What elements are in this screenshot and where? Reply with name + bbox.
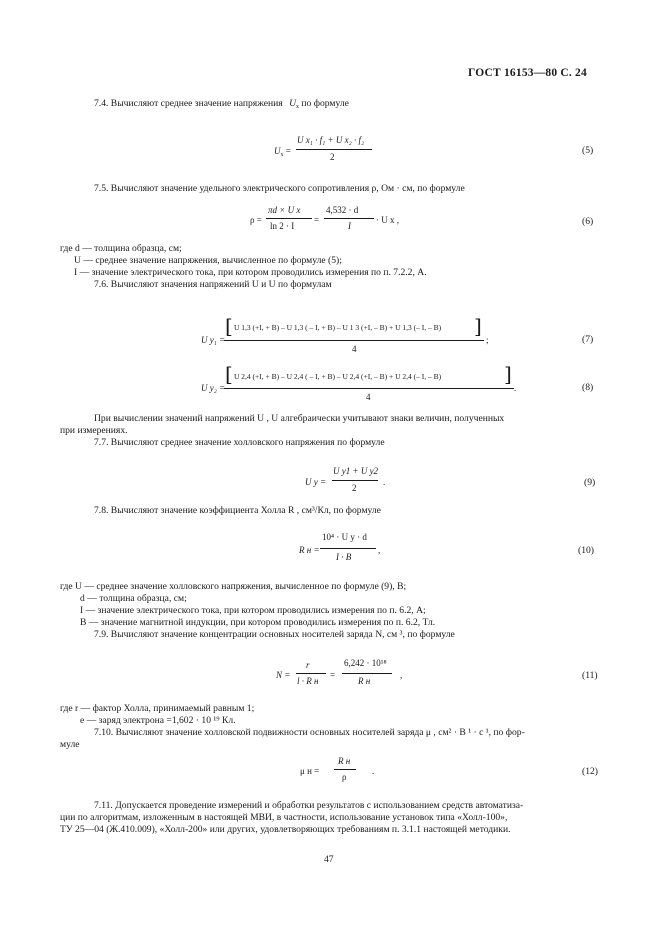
calc-note-line-1: При вычислении значений напряжений U , U алгебраически учитывают знаки величин, полученных xyxy=(94,413,505,424)
eq6-tail: · U x , xyxy=(376,215,399,225)
eq9-number: (9) xyxy=(584,477,596,488)
eq8-end: . xyxy=(514,383,517,393)
eq12-denominator: ρ xyxy=(342,772,347,782)
eq7-denominator: 4 xyxy=(352,344,357,354)
paragraph-7-4-text: 7.4. Вычисляют среднее значение напряжения xyxy=(94,98,283,109)
eq8-number: (8) xyxy=(582,382,594,393)
paragraph-7-11-line-2: ции по алгоритмам, изложенным в настоящей МВИ, в частности, использование установок типа «Холл-100», xyxy=(60,812,508,823)
eq5-lhs: $U_x$ = xyxy=(274,146,291,158)
where2-line-4: B — значение магнитной индукции, при котором проводились измерения по п. 6.2, Тл. xyxy=(80,617,436,628)
eq6-equals: = xyxy=(314,215,320,225)
where2-line-2: d — толщина образца, см; xyxy=(80,593,187,604)
eq9-lhs: U y = xyxy=(305,477,327,487)
eq5-lhs-sub: x xyxy=(280,152,284,158)
eq5-number: (5) xyxy=(582,145,594,156)
paragraph-7-4-var-sub: x xyxy=(296,104,299,110)
eq11-number: (11) xyxy=(582,670,598,681)
eq7-number: (7) xyxy=(582,334,594,345)
eq7-lhs: U y₁ = xyxy=(201,335,226,345)
paragraph-7-10-line-2: муле xyxy=(60,739,80,750)
paragraph-7-11-line-3: ТУ 25—04 (Ж.410.009), «Холл-200» или других, удовлетворяющих требованиям п. 3.1.1 настоящей методики. xyxy=(60,824,511,835)
eq8-lhs: U y₂ = xyxy=(201,383,226,393)
eq6-num2: 4,532 · d xyxy=(326,205,359,215)
eq8-numerator: U 2,4 (+I, + B) – U 2,4 ( – I, + B) – U 2,4 (+I, – B) + U 2,4 (– I, – B) xyxy=(234,372,442,381)
eq10-number: (10) xyxy=(578,545,594,556)
eq10-denominator: I · B xyxy=(336,552,352,562)
eq9-denominator: 2 xyxy=(352,483,357,493)
eq10-fraction-bar xyxy=(320,548,376,549)
eq6-num1: πd × U x xyxy=(268,205,301,215)
eq11-den1: l · R н xyxy=(297,676,319,686)
where2-line-3: I — значение электрического тока, при котором проводились измерения по п. 6.2, А; xyxy=(80,605,426,616)
eq8-right-bracket: ] xyxy=(504,362,512,386)
where3-line-2: e — заряд электрона =1,602 · 10 ¹⁹ Кл. xyxy=(80,715,236,726)
eq6-number: (6) xyxy=(582,216,594,227)
eq7-numerator: U 1,3 (+I, + B) – U 1,3 ( – I, + B) – U 1 3 (+I, – B) + U 1,3 (– I, – B) xyxy=(234,323,442,332)
where1-line-1: где d — толщина образца, см; xyxy=(60,243,182,254)
paragraph-7-11-line-1: 7.11. Допускается проведение измерений и обработки результатов с использованием средств автоматиза- xyxy=(94,800,524,811)
eq12-number: (12) xyxy=(582,766,598,777)
eq8-left-bracket: [ xyxy=(225,362,233,386)
eq7-right-bracket: ] xyxy=(474,314,482,338)
where1-line-2: U — среднее значение напряжения, вычисленное по формуле (5); xyxy=(74,255,342,266)
paragraph-7-4-end: по формуле xyxy=(301,98,349,109)
eq5-lhs-var: U xyxy=(274,146,281,156)
eq11-bar1 xyxy=(296,673,326,674)
eq12-numerator: R н xyxy=(338,756,351,766)
eq8-denominator: 4 xyxy=(366,392,371,402)
paragraph-7-6: 7.6. Вычисляют значения напряжений U и U по формулам xyxy=(94,279,332,290)
eq9-fraction-bar xyxy=(332,480,378,481)
eq11-num1: r xyxy=(306,660,310,670)
eq11-bar2 xyxy=(342,673,392,674)
eq10-end: , xyxy=(378,545,381,555)
eq7-left-bracket: [ xyxy=(225,314,233,338)
eq6-bar1 xyxy=(266,218,312,219)
eq11-den2: R н xyxy=(358,676,371,686)
paragraph-7-5: 7.5. Вычисляют значение удельного электрического сопротивления ρ, Ом · см, по формуле xyxy=(94,183,465,194)
eq11-num2: 6,242 · 10¹⁸ xyxy=(344,658,387,668)
paragraph-7-7: 7.7. Вычисляют среднее значение холловского напряжения по формуле xyxy=(94,437,385,448)
eq5-numerator: U x₁ · f₁ + U x₂ · f₂ xyxy=(297,135,365,145)
eq6-den1: ln 2 · I xyxy=(270,221,295,231)
paragraph-7-9: 7.9. Вычисляют значение концентрации основных носителей заряда N, см ³, по формуле xyxy=(94,629,455,640)
eq11-equals: = xyxy=(330,670,336,680)
eq11-end: , xyxy=(400,670,403,680)
eq12-fraction-bar xyxy=(334,769,356,770)
eq11-lhs: N = xyxy=(276,670,291,680)
eq8-fraction-bar xyxy=(224,388,514,389)
eq5-denominator: 2 xyxy=(330,152,335,162)
page-header: ГОСТ 16153—80 С. 24 xyxy=(468,67,587,79)
eq12-lhs: μ н = xyxy=(300,766,320,776)
paragraph-7-8: 7.8. Вычисляют значение коэффициента Холла R , см³/Кл, по формуле xyxy=(94,505,381,516)
calc-note-line-2: при измерениях. xyxy=(60,425,128,436)
eq10-numerator: 10⁴ · U y · d xyxy=(322,532,367,542)
paragraph-7-10-line-1: 7.10. Вычисляют значение холловской подвижности основных носителей заряда μ , см² · В ¹ · с ¹, по фор- xyxy=(94,727,525,738)
eq6-bar2 xyxy=(324,218,374,219)
where1-line-3: I — значение электрического тока, при котором проводились измерения по п. 7.2.2, А. xyxy=(74,267,427,278)
eq9-numerator: U y1 + U y2 xyxy=(333,466,379,476)
eq12-end: . xyxy=(372,766,375,776)
paragraph-7-4-var: U xyxy=(289,98,296,109)
where3-line-1: где r — фактор Холла, принимаемый равным 1; xyxy=(60,703,255,714)
page-number: 47 xyxy=(324,854,334,865)
where2-line-1: где U — среднее значение холловского напряжения, вычисленное по формуле (9), В; xyxy=(60,581,407,592)
eq5-fraction-bar xyxy=(296,149,372,150)
paragraph-7-4 xyxy=(94,98,349,113)
eq9-end: . xyxy=(383,477,386,487)
eq6-lhs: ρ = xyxy=(250,215,262,225)
eq7-fraction-bar xyxy=(224,340,484,341)
eq6-den2: I xyxy=(348,221,351,231)
eq10-lhs: R н = xyxy=(299,545,320,555)
eq7-end: ; xyxy=(486,335,489,345)
